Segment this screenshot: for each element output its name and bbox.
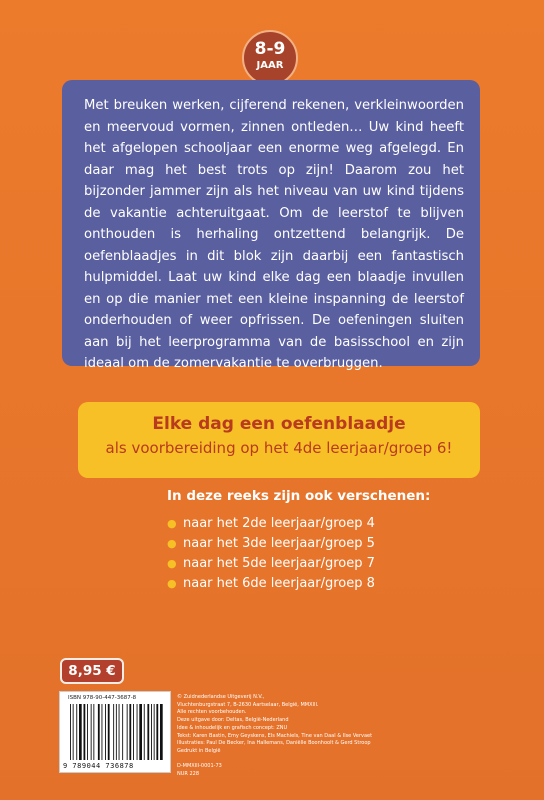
price-badge: 8,95 € — [60, 658, 124, 684]
age-unit: JAAR — [256, 60, 284, 71]
barcode-bars — [70, 704, 164, 760]
imprint-line: Tekst: Karen Bastin, Emy Geyskens, Els Machiels, Tine van Daal & Ilse Vervaet — [177, 732, 373, 739]
series-item-label: naar het 5de leerjaar/groep 7 — [183, 556, 375, 571]
series-heading: In deze reeks zijn ook verschenen: — [167, 488, 431, 504]
age-range: 8-9 — [254, 39, 286, 59]
series-item-label: naar het 6de leerjaar/groep 8 — [183, 576, 375, 591]
imprint-line: Idee & inhoudelijk en grafisch concept: ZNU — [177, 724, 288, 731]
series-item-label: naar het 3de leerjaar/groep 5 — [183, 536, 375, 551]
imprint-line: Vluchtenburgstraat 7, B-2630 Aartselaar, België, MMXIII. — [177, 701, 319, 708]
tagline-banner — [78, 402, 480, 478]
bullet-icon: ● — [167, 537, 177, 550]
isbn-label: ISBN 978-90-447-3687-8 — [68, 695, 137, 701]
barcode — [59, 691, 171, 773]
imprint-line: NUR 228 — [177, 771, 200, 778]
bullet-icon: ● — [167, 577, 177, 590]
blurb-box — [62, 80, 480, 371]
series-item-label: naar het 2de leerjaar/groep 4 — [183, 516, 375, 531]
imprint-line: D-MMXIII-0001-73 — [177, 763, 222, 770]
bullet-icon: ● — [167, 557, 177, 570]
barcode-digits: 9 789044 736878 — [63, 762, 134, 770]
age-badge — [242, 30, 298, 86]
imprint-line — [177, 756, 477, 764]
imprint-line: Gedrukt in België — [177, 747, 221, 754]
list-item — [167, 554, 375, 574]
imprint-line: Alle rechten voorbehouden. — [177, 709, 247, 716]
tagline-title: Elke dag een oefenblaadje — [152, 414, 406, 434]
imprint-line: © Zuidnederlandse Uitgeverij N.V., — [177, 694, 265, 700]
series-list — [167, 514, 375, 594]
blurb-text: Met breuken werken, cijferend rekenen, verkleinwoorden en meervoud vormen, zinnen ontleden… Uw kind heeft het afgelopen schooljaar een enorme weg afgelegd. En daar mag het best trots op zijn! Daarom zou het bijzonder jammer zijn als het niveau van uw kind tijdens de vakantie achteruitgaat. Om de leerstof te blijven onthouden is herhaling ontzettend belangrijk. De oefenblaadjes in dit blok zijn daarbij een fantastisch hulpmiddel. Laat uw kind elke dag een blaadje invullen en op die manier met een kleine inspanning de leerstof onderhouden of weer opfrissen. De oefeningen sluiten aan bij het leerprogramma van de basisschool en zijn ideaal om de zomervakantie te overbruggen. — [84, 98, 464, 371]
imprint — [177, 694, 477, 779]
list-item — [167, 574, 375, 594]
imprint-line: Illustraties: Paul De Becker, Ina Hallemans, Daniëlle Boonhoolt & Gerd Stroop — [177, 740, 371, 747]
bullet-icon: ● — [167, 517, 177, 530]
tagline-subtitle: als voorbereiding op het 4de leerjaar/groep 6! — [105, 439, 453, 457]
list-item — [167, 514, 375, 534]
list-item — [167, 534, 375, 554]
imprint-line: Deze uitgave door: Deltas, België-Nederland — [177, 717, 289, 724]
